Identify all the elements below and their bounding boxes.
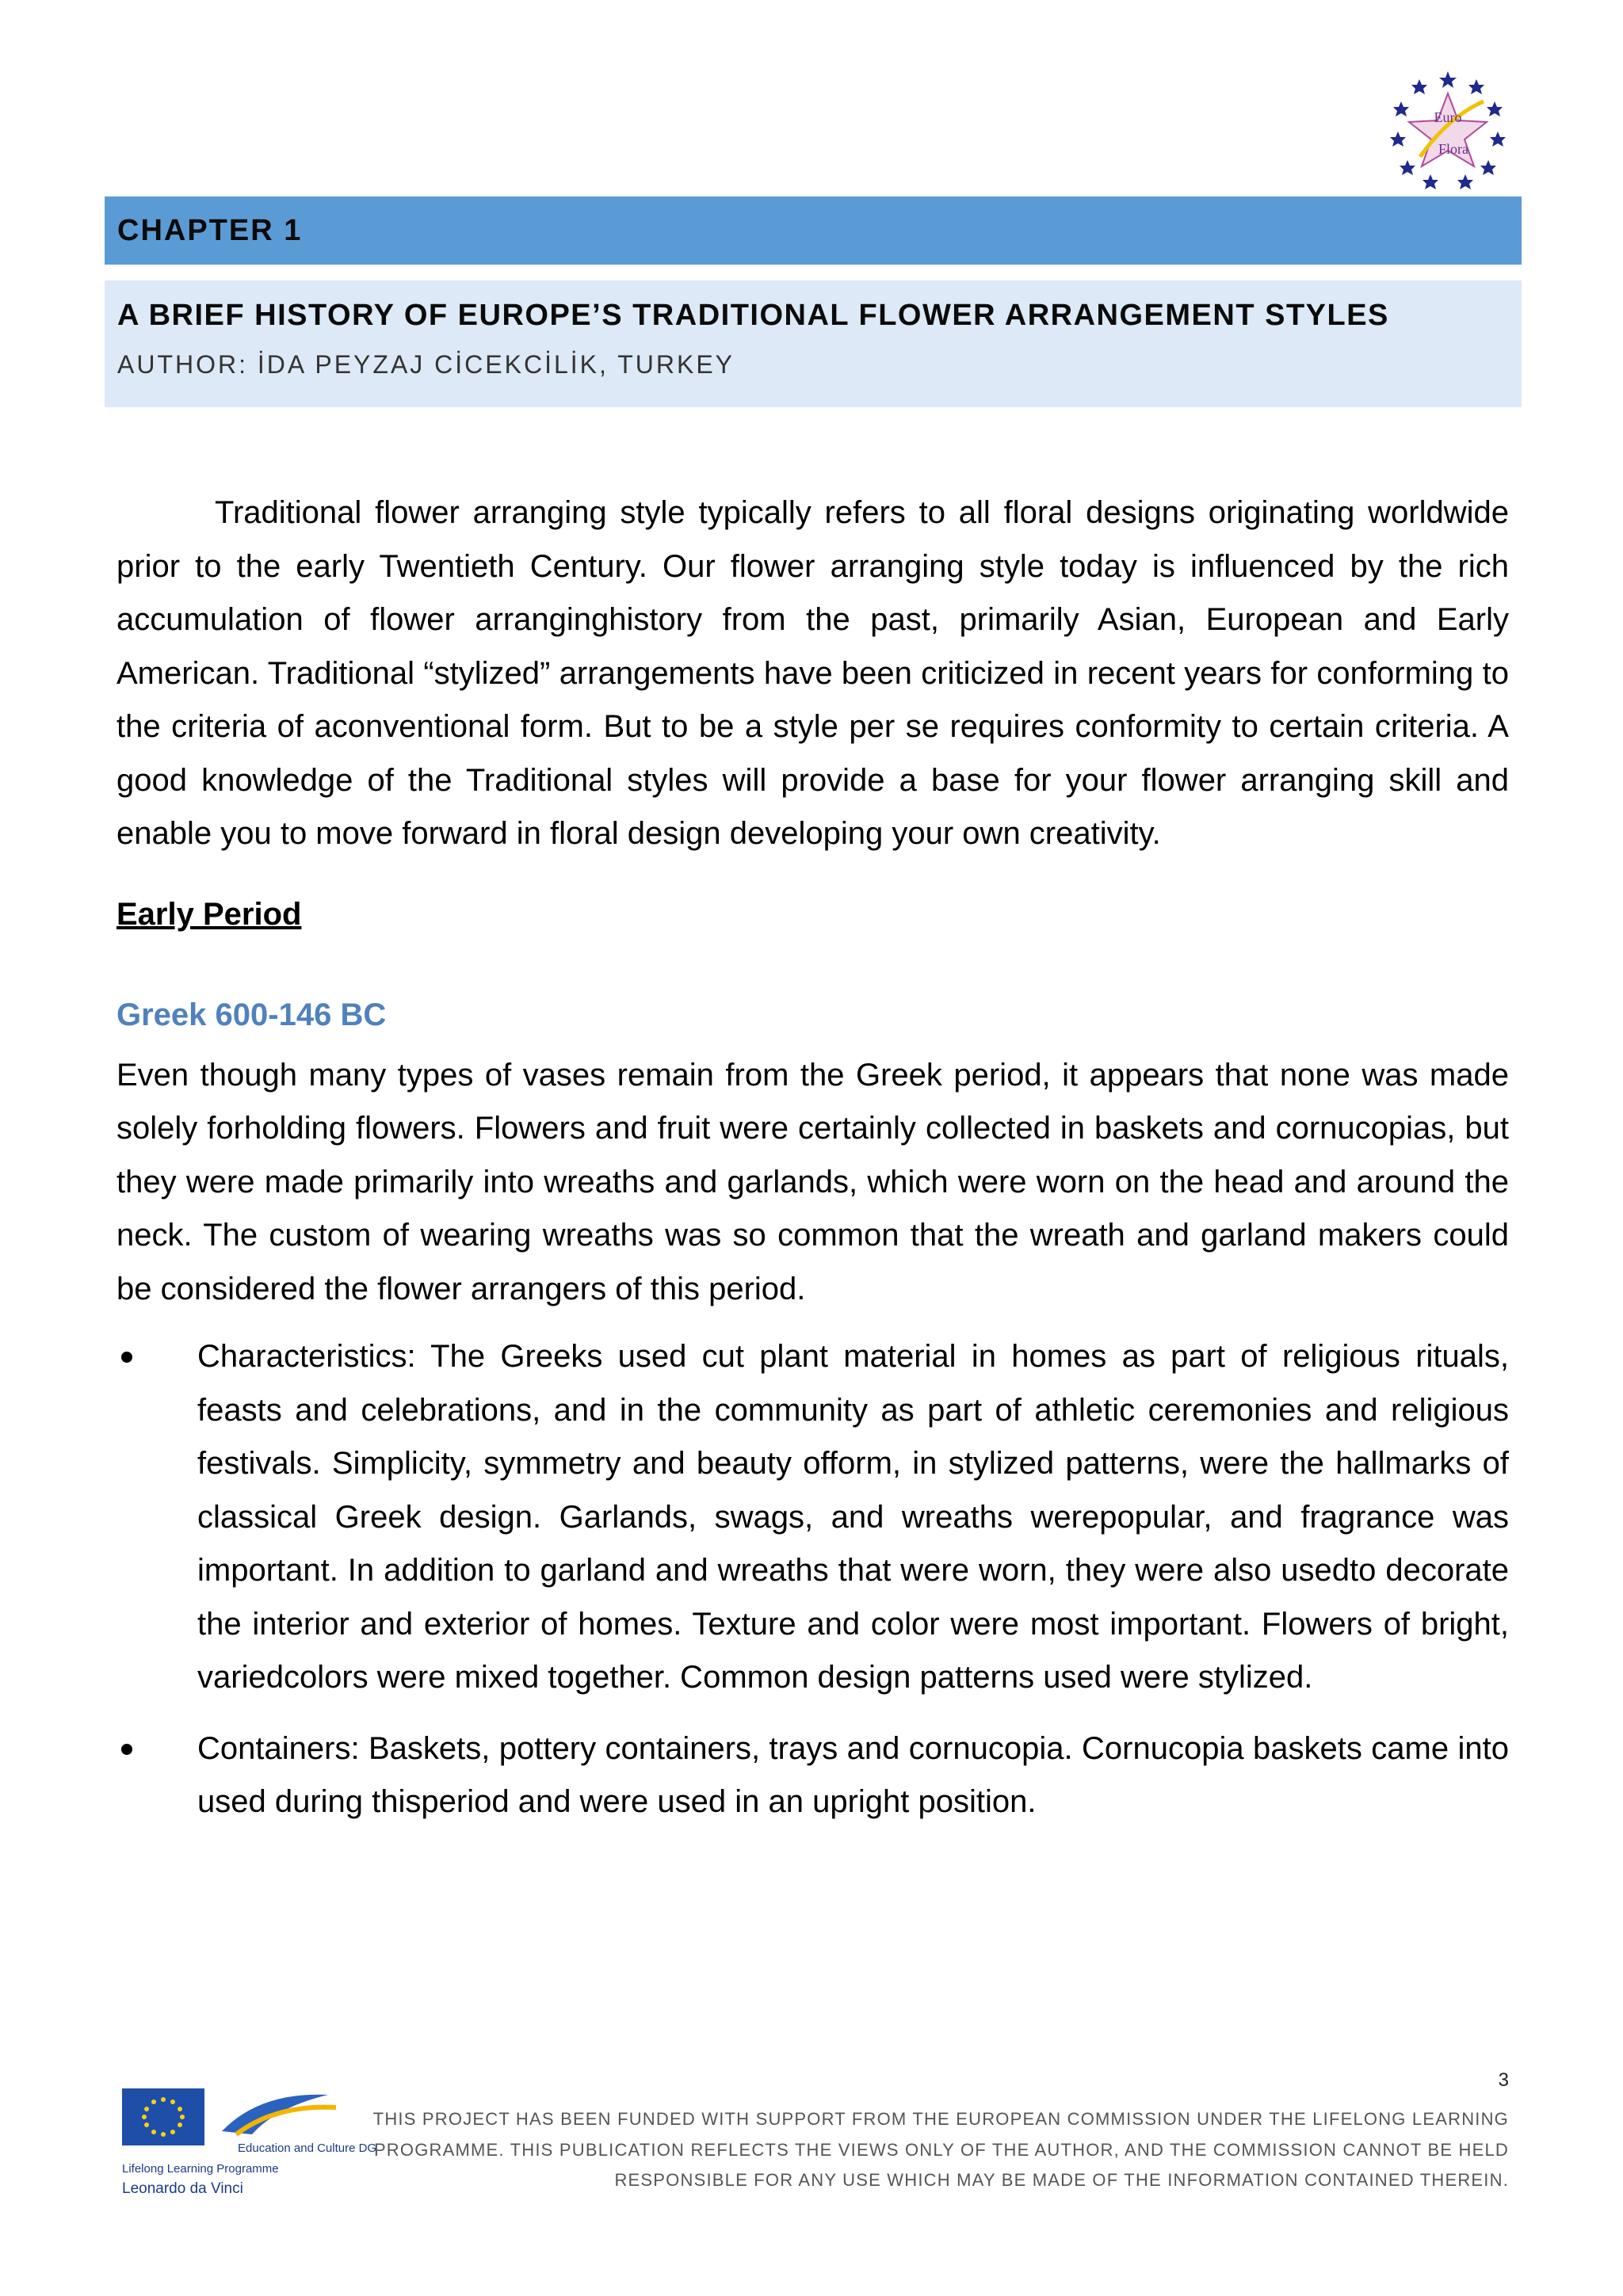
chapter-label: CHAPTER 1: [117, 213, 303, 247]
subsection-heading: Greek 600-146 BC: [116, 997, 387, 1032]
eu-flag-icon: [122, 2088, 204, 2145]
bullet-icon: [121, 1744, 132, 1755]
logo-label-dg: Education and Culture DG: [238, 2142, 377, 2155]
disclaimer-line: THIS PROJECT HAS BEEN FUNDED WITH SUPPORT FROM THE EUROPEAN COMMISSION UNDER THE LIFELONG LEARNING: [372, 2109, 1509, 2129]
logo-label-llp: Lifelong Learning Programme: [122, 2162, 279, 2176]
footer-logos: [117, 2076, 377, 2222]
disclaimer-line: RESPONSIBLE FOR ANY USE WHICH MAY BE MADE OF THE INFORMATION CONTAINED THEREIN.: [614, 2170, 1509, 2190]
chapter-label-bar: [105, 196, 1522, 265]
logo-text-euro: Euro: [1434, 109, 1462, 125]
bullet-text: Characteristics: The Greeks used cut plant material in homes as part of religious rituals, feasts and celebrations, and in the community as part of athletic ceremonies and religious festivals. Simplicity, symmetry and beauty ofform, in stylized patterns, were the hallmarks of classical Greek design. Garlands, swags, and wreaths werepopular, and fragrance was important. In addition to garland and wreaths that were worn, they were also usedto decorate the interior and exterior of homes. Texture and color were most important. Flowers of bright, variedcolors were mixed together. Common design patterns used were stylized.: [197, 1339, 1509, 1695]
eu-logo-graphic: [117, 2076, 377, 2222]
list-item: [116, 1722, 1509, 1829]
logo-label-ldv: Leonardo da Vinci: [122, 2180, 243, 2197]
footer-disclaimer: [336, 2104, 1509, 2196]
logo-text-flora: Flora: [1438, 141, 1468, 157]
chapter-author: AUTHOR: İDA PEYZAJ CİCEKCİLİK, TURKEY: [117, 350, 735, 379]
euroflora-logo: [1388, 70, 1507, 193]
chapter-title-bar: [105, 280, 1522, 407]
disclaimer-line: PROGRAMME. THIS PUBLICATION REFLECTS THE VIEWS ONLY OF THE AUTHOR, AND THE COMMISSION CANNOT BE HELD: [373, 2139, 1509, 2160]
section-heading: Early Period: [116, 896, 302, 932]
bullet-list: [116, 1330, 1509, 1829]
page-number: 3: [1498, 2069, 1509, 2091]
page-content: [116, 486, 1509, 1847]
chapter-title: A BRIEF HISTORY OF EUROPE’S TRADITIONAL FLOWER ARRANGEMENT STYLES: [117, 299, 1389, 332]
bullet-text: Containers: Baskets, pottery containers, trays and cornucopia. Cornucopia baskets came into used during thisperiod and were used in an upright position.: [197, 1730, 1509, 1819]
greek-paragraph: Even though many types of vases remain from the Greek period, it appears that none was made solely forholding flowers. Flowers and fruit were certainly collected in baskets and cornucopias, but they were made primarily into wreaths and garlands, which were worn on the head and around the neck. The custom of wearing wreaths was so common that the wreath and garland makers could be considered the flower arrangers of this period.: [116, 1057, 1509, 1306]
bullet-icon: [121, 1352, 132, 1363]
euroflora-logo-graphic: [1388, 70, 1507, 193]
intro-paragraph: Traditional flower arranging style typically refers to all floral designs originating worldwide prior to the early Twentieth Century. Our flower arranging style today is influenced by the rich accumulation of flower arranginghistory from the past, primarily Asian, European and Early American. Traditional “stylized” arrangements have been criticized in recent years for conforming to the criteria of aconventional form. But to be a style per se requires conformity to certain criteria. A good knowledge of the Traditional styles will provide a base for your flower arranging skill and enable you to move forward in floral design developing your own creativity.: [116, 495, 1509, 851]
list-item: [116, 1330, 1509, 1705]
